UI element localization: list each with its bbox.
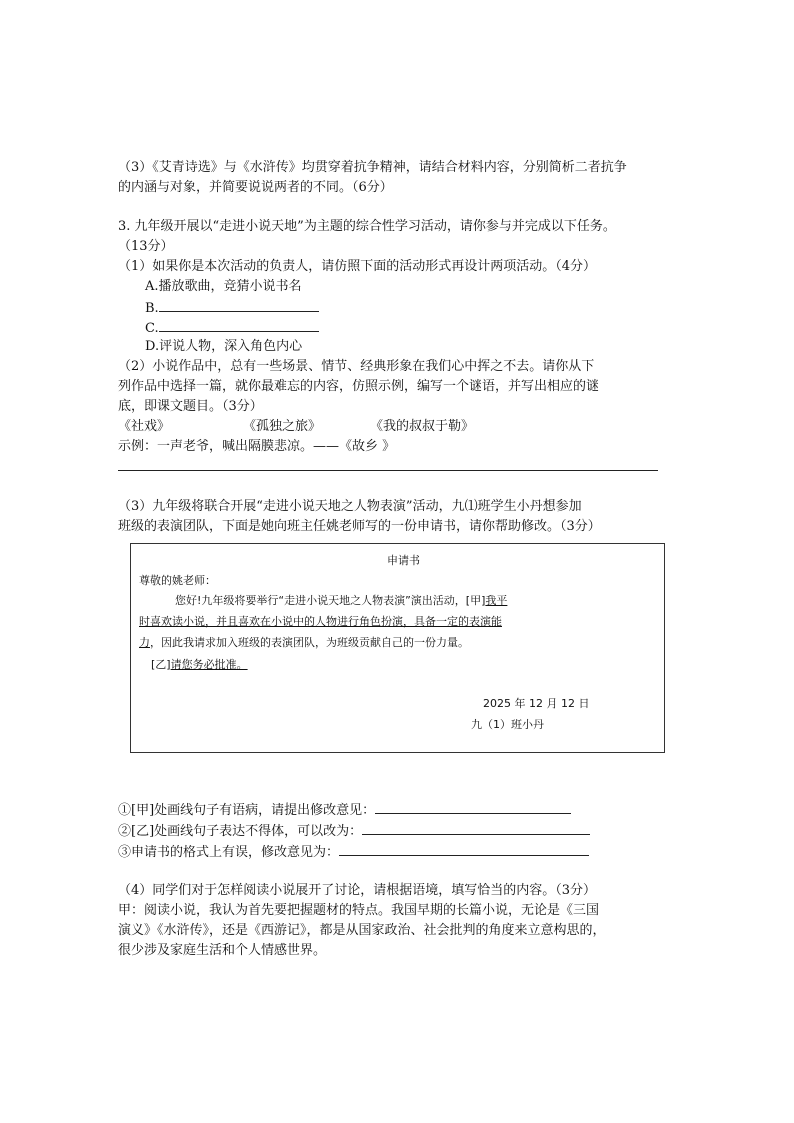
answer-line[interactable] [118,470,658,471]
discussion-text: 演义》《水浒传》，还是《西游记》，都是从国家政治、社会批判的角度来立意构思的， [118,923,606,938]
subquestion-2: （2）小说作品中，总有一些场景、情节、经典形象在我们心中挥之不去。请你从下 [118,359,595,374]
work-title: 《我的叔叔于勒》 [370,419,475,434]
underlined-sentence-jia: 时喜欢读小说，并且喜欢在小说中的人物进行角色扮演，具备一定的表演能 [139,615,502,628]
answer-blank-b[interactable] [159,297,319,312]
answer-blank[interactable] [339,841,589,856]
revision-question-1 [118,799,571,821]
letter-title: 申请书 [387,554,420,567]
revision-question-2 [118,820,590,842]
letter-text: 您好!九年级将要举行“走进小说天地之人物表演”演出活动，[甲] [175,594,486,607]
subquestion-2-cont: 底，即课文题目。（3分） [118,399,263,414]
option-b [145,297,319,319]
letter-body [175,592,507,610]
letter-text: ，因此我请求加入班级的表演团队，为班级贡献自己的一份力量。 [150,636,469,649]
revision-prompt: ②[乙]处画线句子表达不得体，可以改为： [118,824,363,839]
letter-body [139,613,502,631]
question-text: （3）《艾青诗选》与《水浒传》均贯穿着抗争精神，请结合材料内容，分别简析二者抗争 [118,160,627,175]
subquestion-2-cont: 列作品中选择一篇，就你最难忘的内容，仿照示例，编写一个谜语，并写出相应的谜 [118,379,600,394]
discussion-text: 甲：阅读小说，我认为首先要把握题材的特点。我国早期的长篇小说，无论是《三国 [118,903,600,918]
option-c-label: C. [145,321,159,336]
revision-question-3 [118,841,589,863]
subquestion-3-cont: 班级的表演团队，下面是她向班主任姚老师写的一份申请书，请你帮助修改。（3分） [118,519,601,534]
subquestion-3: （3）九年级将联合开展“走进小说天地之人物表演”活动，九⑴班学生小丹想参加 [118,499,582,514]
letter-body [139,634,469,652]
question-text: 的内涵与对象，并简要说说两者的不同。（6分） [118,180,393,195]
letter-body [151,656,248,674]
example-riddle: 示例：一声老爷，喊出隔膜悲凉。——《故乡 》 [118,439,396,454]
answer-blank[interactable] [375,799,571,814]
answer-blank[interactable] [362,820,590,835]
answer-blank-c[interactable] [159,317,319,332]
underlined-sentence-jia: 我平 [485,594,508,607]
underlined-sentence-yi: 请您务必批准。 [170,658,248,671]
subquestion-4: （4）同学们对于怎样阅读小说展开了讨论，请根据语境，填写恰当的内容。（3分） [118,883,597,898]
work-title: 《社戏》 [118,419,171,434]
option-a: A.播放歌曲，竞猜小说书名 [145,279,302,294]
subquestion-1: （1）如果你是本次活动的负责人，请仿照下面的活动形式再设计两项活动。（4分） [118,259,597,274]
option-d: D.评说人物，深入角色内心 [145,339,303,354]
revision-prompt: ③申请书的格式上有误，修改意见为： [118,845,340,860]
application-letter-box [130,543,665,753]
work-title: 《孤独之旅》 [243,419,322,434]
revision-prompt: ①[甲]处画线句子有语病，请提出修改意见： [118,803,376,818]
task-heading: 3. 九年级开展以“走进小说天地”为主题的综合性学习活动，请你参与并完成以下任务。 [118,219,616,234]
discussion-text: 很少涉及家庭生活和个人情感世界。 [118,943,327,958]
underlined-sentence-jia: 力 [139,636,150,649]
letter-date: 2025 年 12 月 12 日 [483,697,590,710]
letter-text: [乙] [151,658,171,671]
letter-signature: 九（1）班小丹 [471,718,544,731]
option-c [145,317,319,339]
option-b-label: B. [145,301,159,316]
task-score: （13分） [118,239,174,254]
letter-greeting: 尊敬的姚老师： [139,574,216,587]
